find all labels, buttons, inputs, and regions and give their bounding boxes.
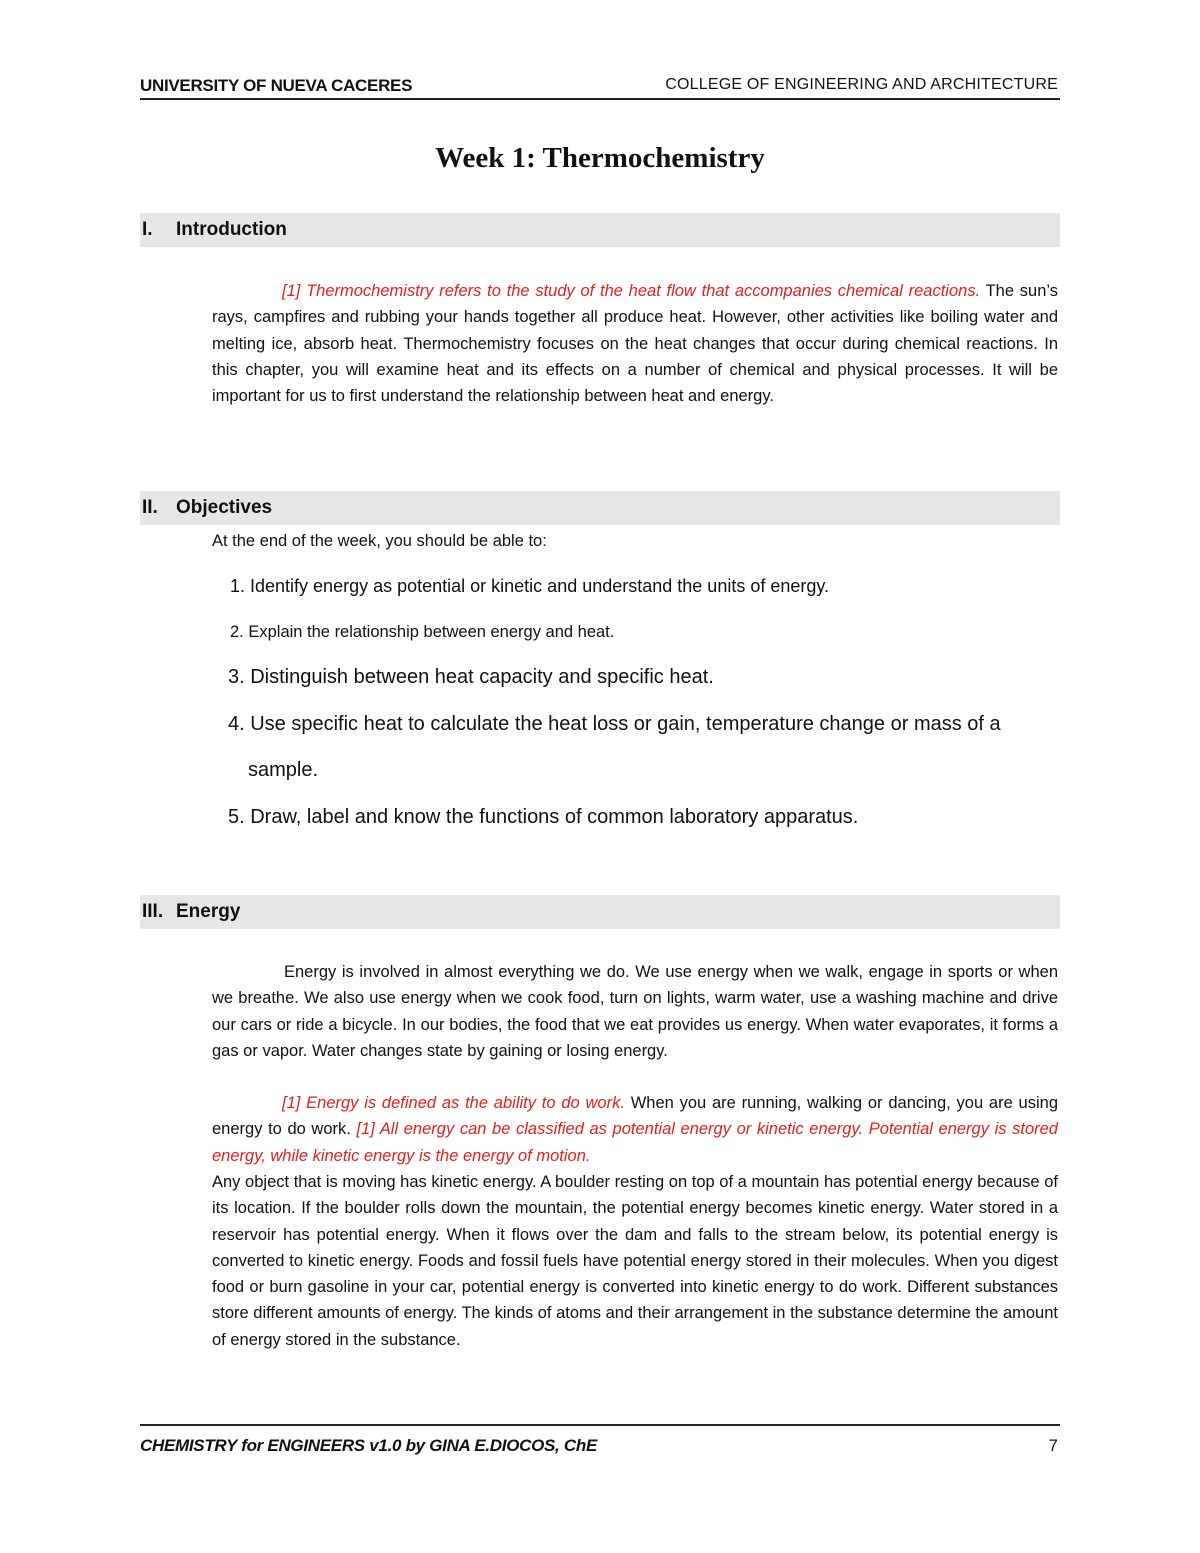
definition-energy-classes: [1] All energy can be classified as potential energy or kinetic energy. Potential energy is stored energy, while kinetic energy is the energy of motion.: [212, 1120, 1058, 1165]
footer-credit: CHEMISTRY for ENGINEERS v1.0 by GINA E.DIOCOS, ChE: [140, 1436, 597, 1455]
energy-paragraph-3: Any object that is moving has kinetic energy. A boulder resting on top of a mountain has potential energy because of its location. If the boulder rolls down the mountain, the potential energy becomes kinetic energy. Water stored in a reservoir has potential energy. When it flows over the dam and falls to the stream below, its potential energy is converted to kinetic energy. Foods and fossil fuels have potential energy stored in their molecules. When you digest food or burn gasoline in your car, potential energy is converted into kinetic energy to do work. Different substances store different amounts of energy. The kinds of atoms and their arrangement in the substance determine the amount of energy stored in the substance.: [212, 1173, 1058, 1349]
definition-thermochemistry: [1] Thermochemistry refers to the study of the heat flow that accompanies chemical reactions.: [282, 282, 981, 300]
objective-item-1: 1. Identify energy as potential or kinetic and understand the units of energy.: [230, 576, 830, 596]
page-number: 7: [1048, 1436, 1058, 1455]
objective-item-4: 4. Use specific heat to calculate the heat loss or gain, temperature change or mass of a: [228, 713, 1001, 735]
objective-item-5: 5. Draw, label and know the functions of common laboratory apparatus.: [228, 806, 859, 828]
definition-energy: [1] Energy is defined as the ability to do work.: [282, 1094, 625, 1112]
energy-paragraph-2: [1] Energy is defined as the ability to do work. When you are running, walking or dancing, you are using energy to do work. [1] All energy can be classified as potential energy or kinetic energy. Potential energy is stored energy, while kinetic energy is the energy of motion.: [212, 1094, 1059, 1165]
objectives-intro: At the end of the week, you should be able to:: [212, 532, 547, 550]
section-heading-energy: [140, 895, 1060, 929]
introduction-body: The sun’s rays, campfires and rubbing your hands together all produce heat. However, other activities like boiling water and melting ice, absorb heat. Thermochemistry focuses on the heat changes that occur during chemical reactions. In this chapter, you will examine heat and its effects on a number of chemical and physical processes. It will be important for us to first understand the relationship between heat and energy.: [212, 282, 1058, 406]
section-number: III.: [142, 901, 164, 922]
introduction-paragraph: [212, 278, 1058, 409]
page-title: Week 1: Thermochemistry: [435, 142, 765, 174]
page-header: [140, 74, 1060, 100]
objective-item-2: 2. Explain the relationship between energy and heat.: [230, 623, 615, 641]
section-label: Introduction: [176, 219, 287, 240]
section-label: Objectives: [176, 497, 273, 518]
section-number: II.: [142, 497, 158, 518]
header-university: UNIVERSITY OF NUEVA CACERES: [140, 76, 413, 95]
section-heading-objectives: [140, 491, 1060, 525]
objective-item-4-continued: sample.: [248, 759, 319, 781]
section-label: Energy: [176, 901, 241, 922]
objective-item-3: 3. Distinguish between heat capacity and specific heat.: [228, 666, 714, 688]
section-heading-introduction: [140, 213, 1060, 247]
section-number: I.: [142, 219, 153, 240]
page-footer: [140, 1424, 1060, 1462]
energy-paragraph-1: Energy is involved in almost everything we do. We use energy when we walk, engage in sports or when we breathe. We also use energy when we cook food, turn on lights, warm water, use a washing machine and drive our cars or ride a bicycle. In our bodies, the food that we eat provides us energy. When water evaporates, it forms a gas or vapor. Water changes state by gaining or losing energy.: [212, 963, 1058, 1060]
header-college: COLLEGE OF ENGINEERING AND ARCHITECTURE: [665, 76, 1058, 93]
